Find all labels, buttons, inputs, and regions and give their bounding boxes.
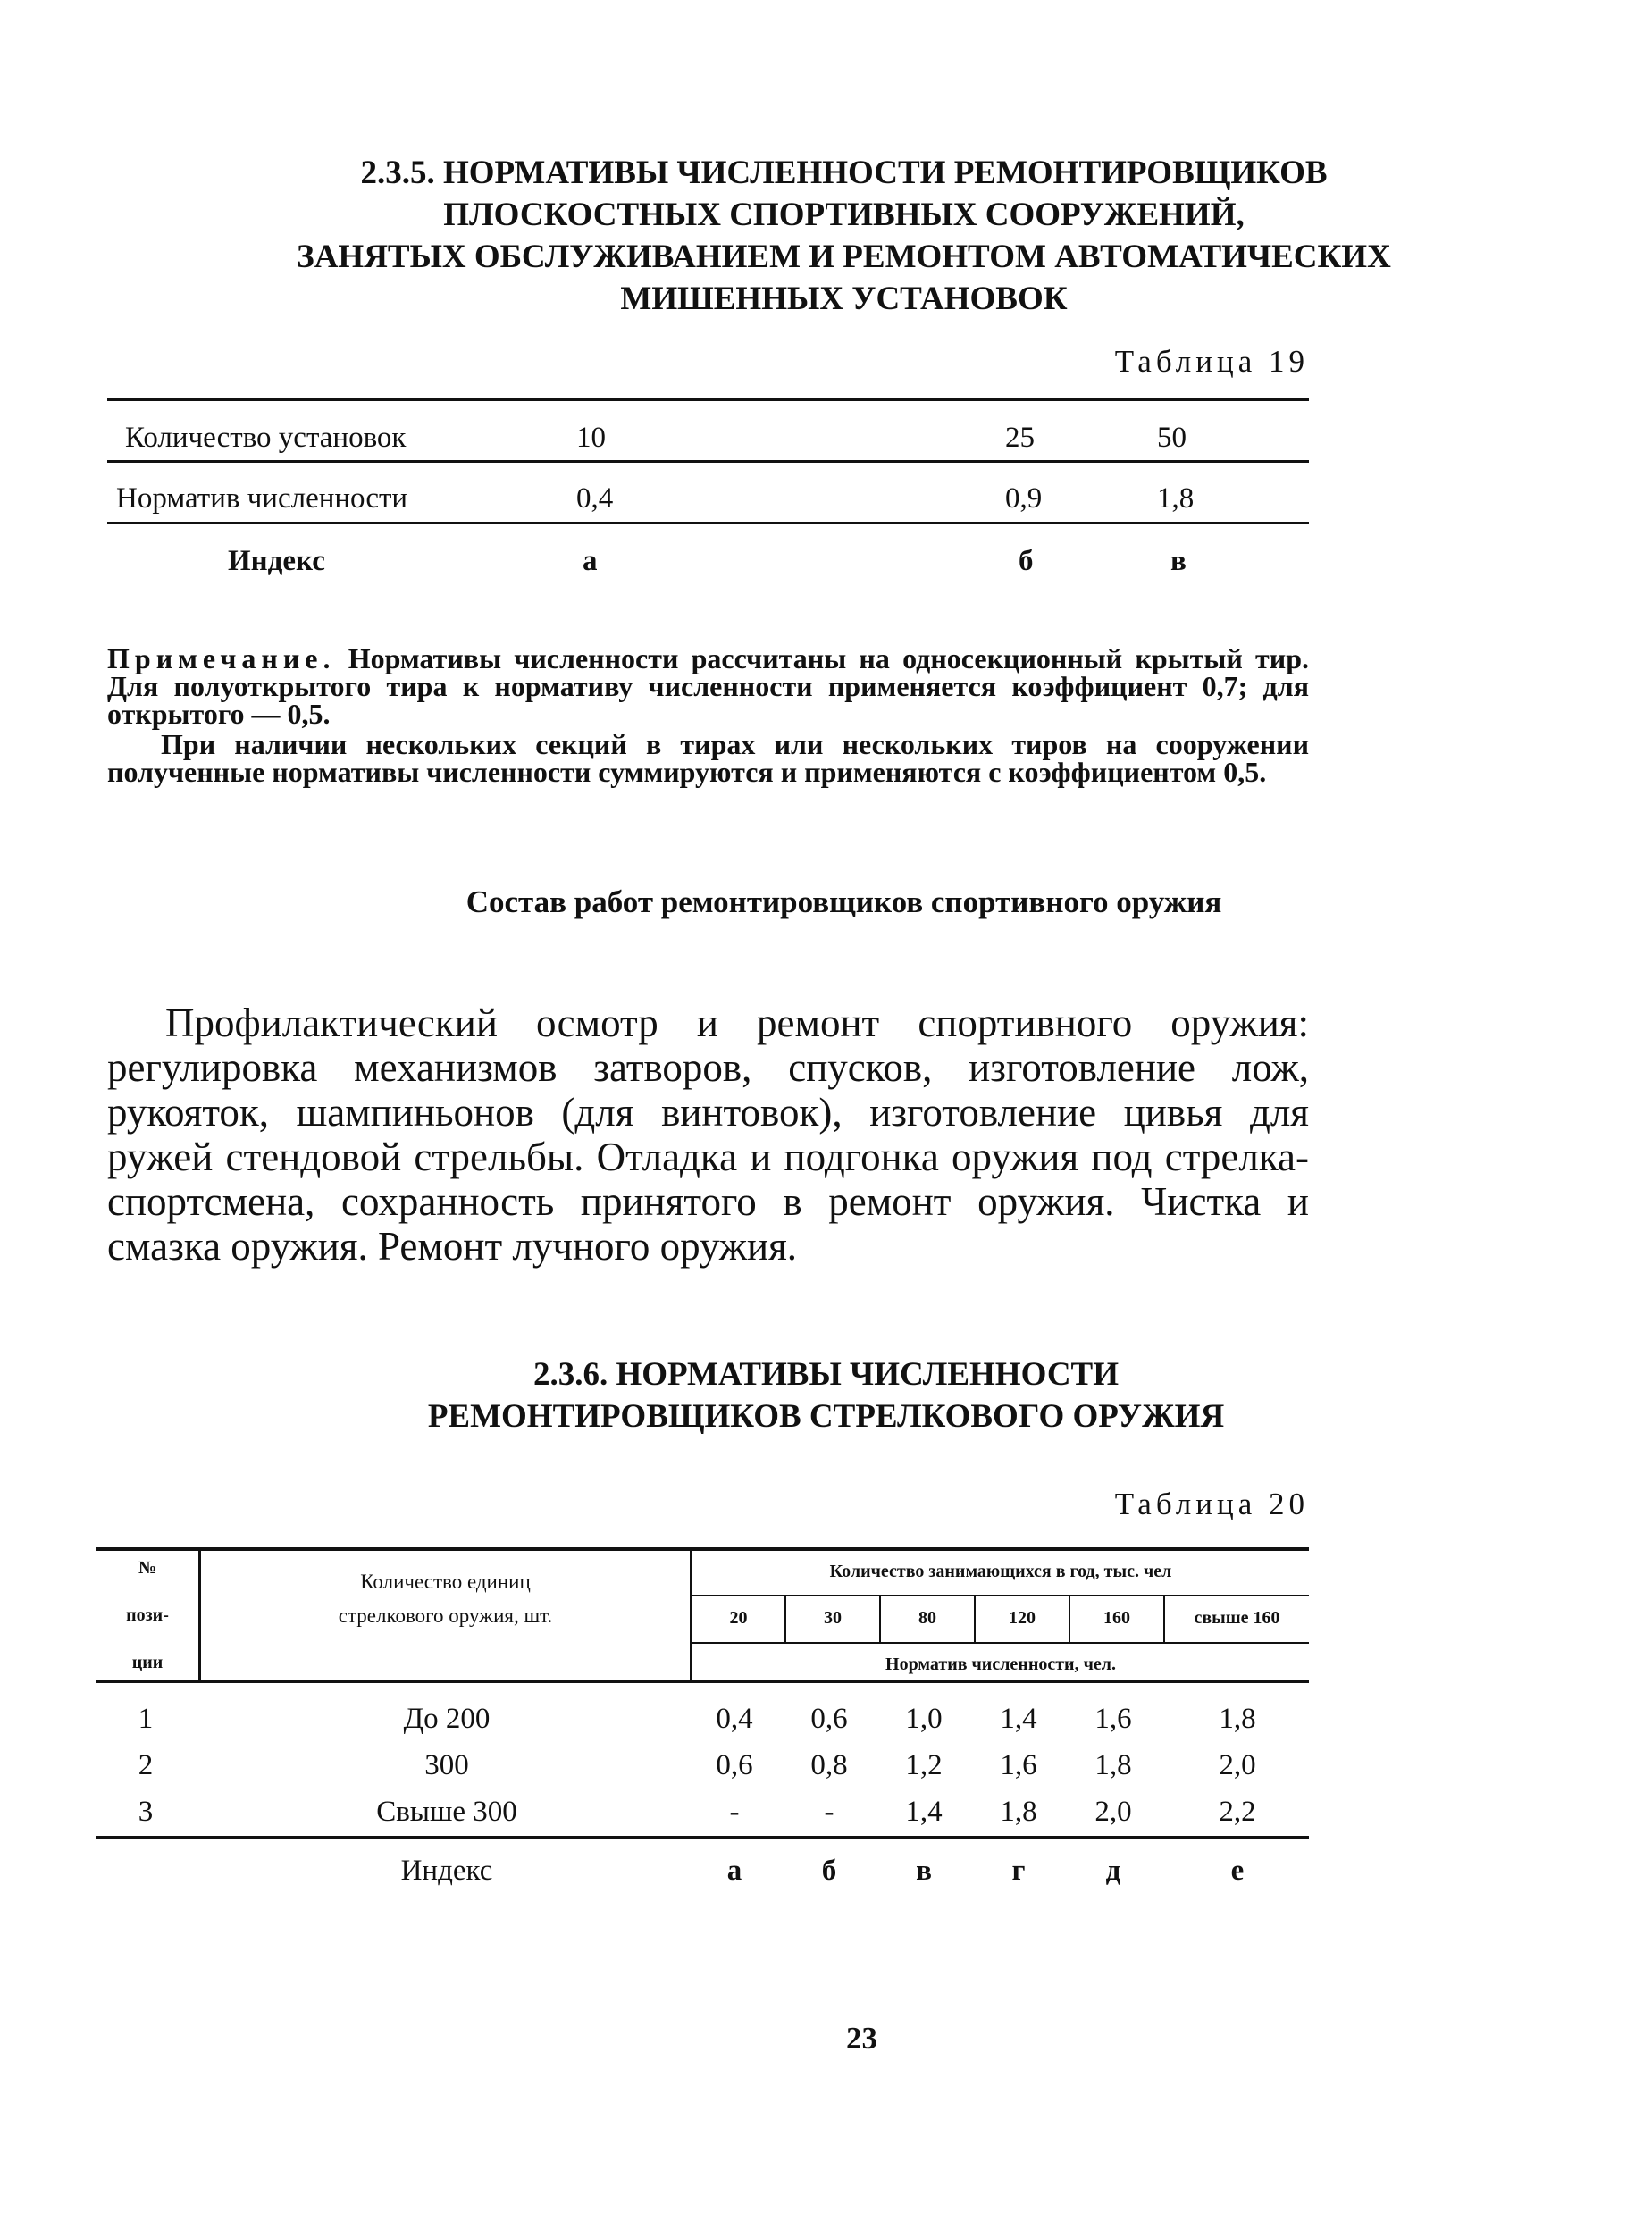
table-20-value: 1,6 — [1094, 1703, 1132, 1735]
table-20-value: 0,8 — [810, 1749, 848, 1781]
table-20-value: 2,2 — [1219, 1796, 1256, 1828]
table-20-index: е — [1230, 1855, 1245, 1887]
table-20-pos: 3 — [138, 1796, 154, 1828]
table-19-cell: 0,4 — [576, 482, 614, 515]
table-19-cell: 10 — [576, 422, 606, 454]
table-19-note — [107, 642, 1309, 730]
table-20-qty: Свыше 300 — [376, 1796, 517, 1828]
section-235-title-line: ПЛОСКОСТНЫХ СПОРТИВНЫХ СООРУЖЕНИЙ, — [443, 197, 1245, 233]
table-20-index: д — [1105, 1855, 1121, 1887]
table-20-value: 1,2 — [905, 1749, 943, 1781]
table-20-value: 1,8 — [1219, 1703, 1256, 1735]
table-20-value: 0,4 — [716, 1703, 753, 1735]
table-19-cell: 1,8 — [1157, 482, 1195, 515]
work-section-title: Состав работ ремонтировщиков спортивного оружия — [465, 884, 1222, 919]
work-section-body: Профилактический осмотр и ремонт спортивного оружия: регулировка механизмов затворов, спусков, изготовление лож, рукояток, шампиньонов (для винтовок), изготовление цивья для ружей стендовой стрельбы. Отладка и подгонка оружия под стрелка-спортсмена, сохранность принятого в ремонт оружия. Чистка и смазка оружия. Ремонт лучного оружия. — [107, 1001, 1309, 1269]
table-20-sub-header: 20 — [729, 1608, 748, 1628]
table-20-value: - — [729, 1796, 740, 1828]
table-20-index-label: Индекс — [400, 1855, 493, 1887]
table-20-top-rule — [96, 1547, 1309, 1551]
table-20-value: 0,6 — [716, 1749, 753, 1781]
section-235-title-line: ЗАНЯТЫХ ОБСЛУЖИВАНИЕМ И РЕМОНТОМ АВТОМАТИЧЕСКИХ — [297, 239, 1391, 275]
section-236-title-line: 2.3.6. НОРМАТИВЫ ЧИСЛЕННОСТИ — [532, 1356, 1119, 1393]
table-20-pos-header: ции — [131, 1653, 164, 1672]
table-20-qty-header: стрелкового оружия, шт. — [338, 1604, 553, 1627]
table-20-index: г — [1011, 1855, 1026, 1887]
table-20-bottom-rule — [96, 1836, 1309, 1839]
table-19-row — [107, 422, 1309, 475]
table-19-cell: Норматив численности — [116, 482, 408, 515]
table-20-value: 1,6 — [1000, 1749, 1037, 1781]
table-20-header-rule — [96, 1680, 1309, 1683]
table-20-pos-header: № — [138, 1558, 157, 1578]
table-20-sub-header: 80 — [918, 1608, 936, 1628]
section-235-title-line: 2.3.5. НОРМАТИВЫ ЧИСЛЕННОСТИ РЕМОНТИРОВЩИКОВ — [360, 155, 1328, 191]
table-20-norm-header: Норматив численности, чел. — [885, 1655, 1116, 1674]
table-20-value: 2,0 — [1219, 1749, 1256, 1781]
section-236-title-line: РЕМОНТИРОВЩИКОВ СТРЕЛКОВОГО ОРУЖИЯ — [427, 1398, 1225, 1435]
table-20-index: в — [916, 1855, 932, 1887]
table-20-pos: 1 — [138, 1703, 154, 1735]
table-20-pos-header: пози- — [126, 1605, 169, 1625]
note-text: Нормативы численности рассчитаны на односекционный крытый тир. Для полуоткрытого тира к нормативу численности применяется коэффициент 0,7; для открытого — 0,5. — [107, 642, 1309, 730]
section-235-title — [0, 152, 1652, 320]
table-20-value: - — [824, 1796, 834, 1828]
table-20-sub-rule — [690, 1642, 1309, 1644]
section-235-title-line: МИШЕННЫХ УСТАНОВОК — [620, 281, 1068, 317]
table-20-value: 1,8 — [1094, 1749, 1132, 1781]
table-20-qty: До 200 — [403, 1703, 491, 1735]
table-19-cell: 25 — [1005, 422, 1035, 454]
table-19-label: Таблица 19 — [1114, 344, 1309, 379]
table-19-note-2: При наличии нескольких секций в тирах или нескольких тиров на сооружении полученные нормативы численности суммируются и применяются с коэффициентом 0,5. — [107, 728, 1309, 788]
table-20-sub-header: 120 — [1009, 1608, 1036, 1628]
table-19-cell: в — [1170, 545, 1187, 577]
table-20-qty-header: Количество единиц — [360, 1571, 531, 1593]
table-19-cell: а — [583, 545, 598, 577]
table-20-value: 0,6 — [810, 1703, 848, 1735]
table-20-index: а — [726, 1855, 742, 1887]
table-20-value: 1,0 — [905, 1703, 943, 1735]
page-number: 23 — [846, 2021, 877, 2056]
table-19-cell: б — [1019, 545, 1034, 577]
table-20-sub-rule — [690, 1595, 1309, 1596]
table-19-cell: 0,9 — [1005, 482, 1043, 515]
table-20-sub-header: 160 — [1103, 1608, 1130, 1628]
table-20-label: Таблица 20 — [1114, 1487, 1309, 1521]
table-20-value: 1,8 — [1000, 1796, 1037, 1828]
table-20-sub-header: свыше 160 — [1194, 1608, 1280, 1628]
table-19-top-rule — [107, 398, 1309, 401]
table-20-value: 1,4 — [1000, 1703, 1037, 1735]
table-19-index-row — [107, 545, 1309, 599]
table-19-cell: Количество установок — [125, 422, 407, 454]
note-label: Примечание. — [107, 642, 336, 674]
table-20-value: 1,4 — [905, 1796, 943, 1828]
table-20-group-header: Количество занимающихся в год, тыс. чел — [829, 1562, 1172, 1581]
table-20-pos: 2 — [138, 1749, 154, 1781]
table-19-cell: 50 — [1157, 422, 1187, 454]
table-20-value: 2,0 — [1094, 1796, 1132, 1828]
table-20-sub-header: 30 — [824, 1608, 842, 1628]
table-19-cell: Индекс — [228, 545, 325, 577]
table-19-row — [107, 482, 1309, 536]
table-20-qty: 300 — [424, 1749, 469, 1781]
table-20-index: б — [821, 1855, 837, 1887]
section-236-title — [0, 1353, 1652, 1437]
